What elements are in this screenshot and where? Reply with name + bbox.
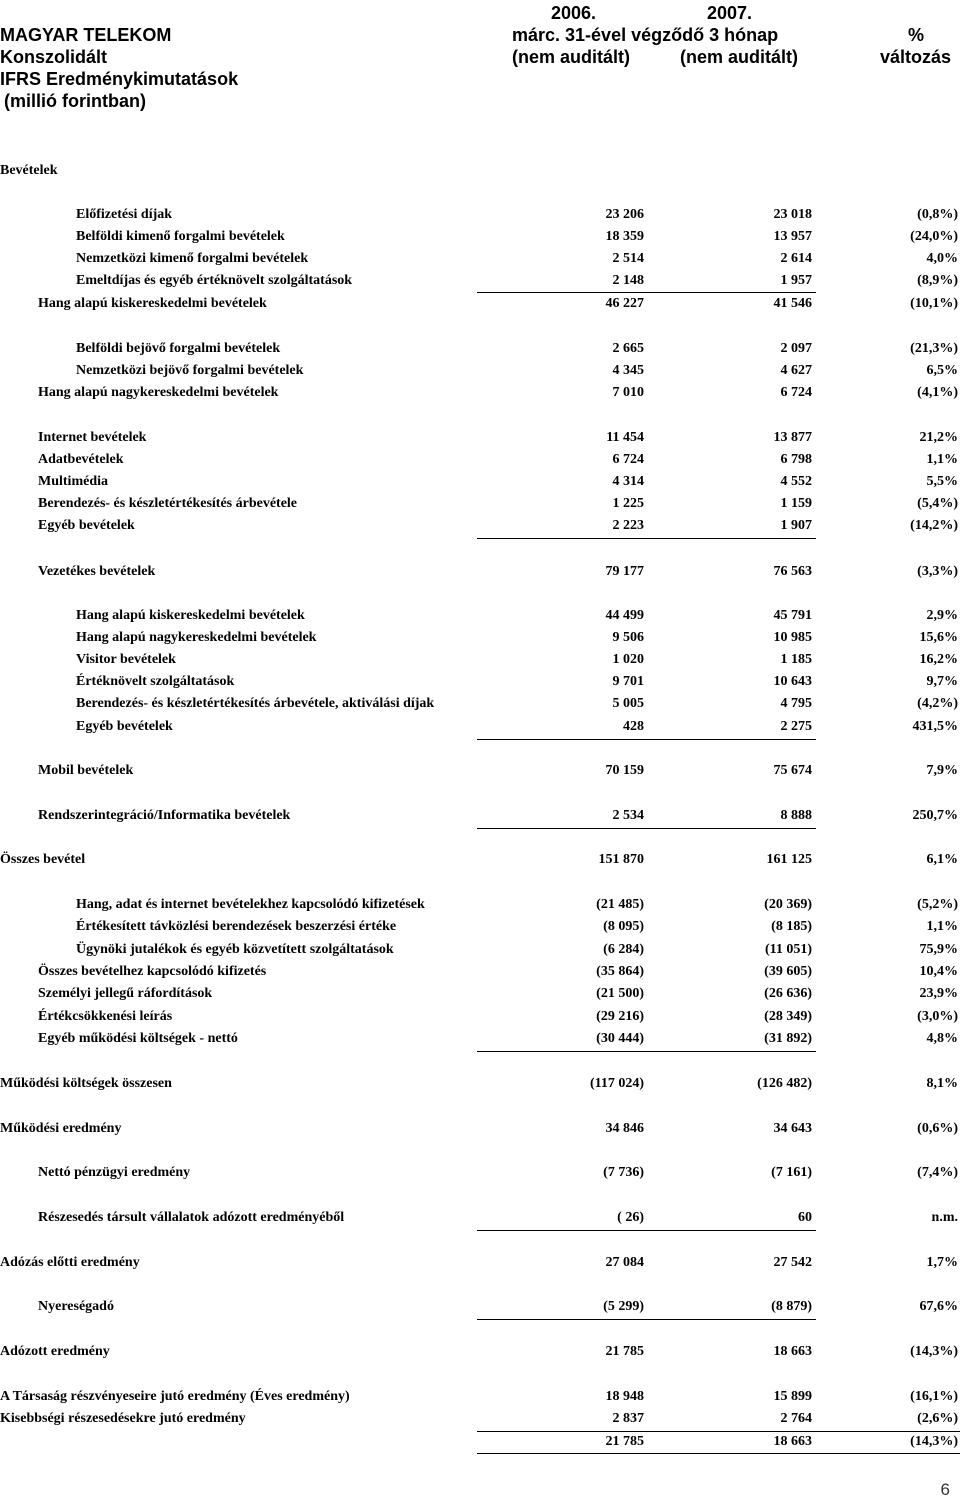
pct-change: (14,3%) bbox=[910, 1434, 958, 1449]
value-2007: 10 985 bbox=[773, 630, 812, 645]
table-row bbox=[0, 1162, 960, 1184]
value-2006: 2 514 bbox=[612, 251, 644, 266]
row-label: Hang alapú nagykereskedelmi bevételek bbox=[76, 630, 317, 645]
pct-change: (0,6%) bbox=[917, 1121, 958, 1136]
value-2006: 4 314 bbox=[612, 474, 644, 489]
value-2007: 18 663 bbox=[773, 1434, 812, 1449]
pct-change: (21,3%) bbox=[910, 341, 958, 356]
value-2006: 2 223 bbox=[612, 518, 644, 533]
value-2007: 2 097 bbox=[780, 341, 812, 356]
value-2007: 76 563 bbox=[773, 564, 812, 579]
value-2006: 27 084 bbox=[605, 1255, 644, 1270]
table-row bbox=[0, 649, 960, 671]
value-2006: (29 216) bbox=[596, 1009, 644, 1024]
pct-change: 4,0% bbox=[926, 251, 958, 266]
pct-change: 75,9% bbox=[919, 942, 958, 957]
table-row bbox=[0, 1118, 960, 1140]
value-2006: 2 837 bbox=[612, 1411, 644, 1426]
pct-change: (7,4%) bbox=[917, 1165, 958, 1180]
table-row bbox=[0, 693, 960, 715]
value-2006: 44 499 bbox=[605, 608, 644, 623]
pct-change: (2,6%) bbox=[917, 1411, 958, 1426]
value-2007: (8 185) bbox=[771, 919, 812, 934]
value-2006: 6 724 bbox=[612, 452, 644, 467]
subtotal-rule bbox=[477, 739, 816, 740]
pct-change: 67,6% bbox=[919, 1299, 958, 1314]
value-2007: 4 552 bbox=[780, 474, 812, 489]
row-label: Hang alapú kiskereskedelmi bevételek bbox=[38, 296, 267, 311]
pct-change: 16,2% bbox=[919, 652, 958, 667]
value-2006: 70 159 bbox=[605, 763, 644, 778]
value-2006: 21 785 bbox=[605, 1434, 644, 1449]
value-2007: 13 877 bbox=[773, 430, 812, 445]
section-title: Bevételek bbox=[0, 163, 58, 178]
value-2006: (7 736) bbox=[603, 1165, 644, 1180]
row-label: Mobil bevételek bbox=[38, 763, 134, 778]
row-label: Belföldi kimenő forgalmi bevételek bbox=[76, 229, 285, 244]
table-row bbox=[0, 1207, 960, 1229]
currency-unit: (millió forintban) bbox=[4, 91, 146, 111]
pct-change: 10,4% bbox=[919, 964, 958, 979]
value-2006: 34 846 bbox=[605, 1121, 644, 1136]
pct-change: 7,9% bbox=[926, 763, 958, 778]
table-row bbox=[0, 449, 960, 471]
table-row bbox=[0, 716, 960, 738]
value-2006: (117 024) bbox=[589, 1076, 644, 1091]
value-2006: 18 948 bbox=[605, 1389, 644, 1404]
row-label: Vezetékes bevételek bbox=[38, 564, 156, 579]
pct-change: 6,5% bbox=[926, 363, 958, 378]
value-2006: 7 010 bbox=[612, 385, 644, 400]
subtotal-rule bbox=[477, 1230, 816, 1231]
pct-change: (3,0%) bbox=[917, 1009, 958, 1024]
pct-change: 2,9% bbox=[926, 608, 958, 623]
table-row bbox=[0, 427, 960, 449]
year-2006-header: 2006. bbox=[551, 3, 597, 23]
page-number: 6 bbox=[940, 1480, 950, 1499]
value-2006: 79 177 bbox=[605, 564, 644, 579]
pct-change: (4,2%) bbox=[917, 696, 958, 711]
table-row bbox=[0, 1386, 960, 1408]
table-row bbox=[0, 1252, 960, 1274]
value-2007: (39 605) bbox=[764, 964, 812, 979]
value-2006: 9 506 bbox=[612, 630, 644, 645]
subtotal-rule bbox=[477, 1319, 816, 1320]
row-label: Előfizetési díjak bbox=[76, 207, 173, 222]
value-2007: (126 482) bbox=[757, 1076, 812, 1091]
pct-change: (5,4%) bbox=[917, 496, 958, 511]
value-2006: (8 095) bbox=[603, 919, 644, 934]
value-2006: 21 785 bbox=[605, 1344, 644, 1359]
value-2007: 18 663 bbox=[773, 1344, 812, 1359]
value-2006: 1 020 bbox=[612, 652, 644, 667]
value-2007: (20 369) bbox=[764, 897, 812, 912]
row-label: Nemzetközi bejövő forgalmi bevételek bbox=[76, 363, 304, 378]
pct-symbol-header: % bbox=[908, 25, 925, 45]
value-2007: 6 798 bbox=[780, 452, 812, 467]
table-row bbox=[0, 493, 960, 515]
value-2006: 428 bbox=[623, 719, 644, 734]
value-2007: 2 275 bbox=[780, 719, 812, 734]
col1-audit-note: (nem auditált) bbox=[512, 47, 631, 67]
value-2006: ( 26) bbox=[617, 1210, 644, 1225]
row-label: Hang alapú nagykereskedelmi bevételek bbox=[38, 385, 279, 400]
value-2007: 6 724 bbox=[780, 385, 812, 400]
pct-change: 15,6% bbox=[919, 630, 958, 645]
value-2007: 1 159 bbox=[780, 496, 812, 511]
row-label: Kisebbségi részesedésekre jutó eredmény bbox=[0, 1411, 246, 1426]
row-label: Rendszerintegráció/Informatika bevételek bbox=[38, 808, 291, 823]
value-2007: 4 795 bbox=[780, 696, 812, 711]
row-label: Működési költségek összesen bbox=[0, 1076, 172, 1091]
pct-change: 250,7% bbox=[912, 808, 958, 823]
value-2006: 18 359 bbox=[605, 229, 644, 244]
table-row bbox=[0, 338, 960, 360]
value-2007: 4 627 bbox=[780, 363, 812, 378]
table-row bbox=[0, 961, 960, 983]
table-row bbox=[0, 471, 960, 493]
pct-change: 6,1% bbox=[926, 852, 958, 867]
value-2007: 10 643 bbox=[773, 674, 812, 689]
subtotal-rule bbox=[477, 828, 816, 829]
pct-change-header: változás bbox=[880, 47, 952, 67]
table-row bbox=[0, 983, 960, 1005]
row-label: Működési eredmény bbox=[0, 1121, 122, 1136]
table-row bbox=[0, 204, 960, 226]
row-label: Emeltdíjas és egyéb értéknövelt szolgáltatások bbox=[76, 273, 353, 288]
value-2007: 2 764 bbox=[780, 1411, 812, 1426]
value-2006: 1 225 bbox=[612, 496, 644, 511]
pct-change: (14,3%) bbox=[910, 1344, 958, 1359]
row-label: Összes bevételhez kapcsolódó kifizetés bbox=[38, 964, 267, 979]
value-2007: (31 892) bbox=[764, 1031, 812, 1046]
company-name: MAGYAR TELEKOM bbox=[0, 25, 172, 45]
pct-change: 1,1% bbox=[926, 919, 958, 934]
row-label: Ügynöki jutalékok és egyéb közvetített szolgáltatások bbox=[76, 942, 394, 957]
value-2007: 60 bbox=[798, 1210, 812, 1225]
value-2007: 2 614 bbox=[780, 251, 812, 266]
table-row bbox=[0, 270, 960, 292]
value-2007: (7 161) bbox=[771, 1165, 812, 1180]
value-2006: (35 864) bbox=[596, 964, 644, 979]
value-2006: (6 284) bbox=[603, 942, 644, 957]
row-label: Multimédia bbox=[38, 474, 108, 489]
table-row bbox=[0, 1028, 960, 1050]
table-row bbox=[0, 916, 960, 938]
col2-audit-note: (nem auditált) bbox=[680, 47, 799, 67]
value-2007: 13 957 bbox=[773, 229, 812, 244]
pct-change: 1,1% bbox=[926, 452, 958, 467]
table-row bbox=[0, 382, 960, 404]
row-label: Visitor bevételek bbox=[76, 652, 176, 667]
value-2007: 34 643 bbox=[773, 1121, 812, 1136]
table-row bbox=[0, 561, 960, 583]
pct-change: n.m. bbox=[931, 1210, 958, 1225]
value-2007: (26 636) bbox=[764, 986, 812, 1001]
value-2007: 161 125 bbox=[766, 852, 812, 867]
row-label: Nemzetközi kimenő forgalmi bevételek bbox=[76, 251, 309, 266]
row-label: Hang alapú kiskereskedelmi bevételek bbox=[76, 608, 305, 623]
value-2007: 1 907 bbox=[780, 518, 812, 533]
value-2006: (30 444) bbox=[596, 1031, 644, 1046]
value-2006: 151 870 bbox=[598, 852, 644, 867]
pct-change: 4,8% bbox=[926, 1031, 958, 1046]
row-label: Értékesített távközlési berendezések beszerzési értéke bbox=[76, 919, 397, 934]
row-label: Internet bevételek bbox=[38, 430, 147, 445]
value-2006: 4 345 bbox=[612, 363, 644, 378]
row-label: Hang, adat és internet bevételekhez kapcsolódó kifizetések bbox=[76, 897, 425, 912]
value-2006: 2 534 bbox=[612, 808, 644, 823]
value-2007: 23 018 bbox=[773, 207, 812, 222]
row-label: Részesedés társult vállalatok adózott eredményéből bbox=[38, 1210, 345, 1225]
value-2007: 1 957 bbox=[780, 273, 812, 288]
value-2007: 41 546 bbox=[773, 296, 812, 311]
row-label: Értékcsökkenési leírás bbox=[38, 1009, 173, 1024]
row-label: Összes bevétel bbox=[0, 852, 86, 867]
row-label: Nyereségadó bbox=[38, 1299, 114, 1314]
value-2006: 46 227 bbox=[605, 296, 644, 311]
period-header: márc. 31-ével végződő 3 hónap bbox=[512, 25, 779, 45]
table-row bbox=[0, 627, 960, 649]
value-2006: 2 665 bbox=[612, 341, 644, 356]
subtotal-rule bbox=[477, 538, 816, 539]
table-row bbox=[0, 1073, 960, 1095]
pct-change: (14,2%) bbox=[910, 518, 958, 533]
table-row bbox=[0, 1006, 960, 1028]
table-row bbox=[0, 1296, 960, 1318]
row-label: Értéknövelt szolgáltatások bbox=[76, 674, 235, 689]
pct-change: 9,7% bbox=[926, 674, 958, 689]
value-2007: (28 349) bbox=[764, 1009, 812, 1024]
row-label: A Társaság részvényeseire jutó eredmény (Éves eredmény) bbox=[0, 1389, 350, 1404]
value-2006: 23 206 bbox=[605, 207, 644, 222]
row-label: Egyéb bevételek bbox=[76, 719, 173, 734]
row-label: Adózás előtti eredmény bbox=[0, 1255, 140, 1270]
row-label: Berendezés- és készletértékesítés árbevétele bbox=[38, 496, 298, 511]
table-row bbox=[0, 1431, 960, 1453]
pct-change: 431,5% bbox=[912, 719, 958, 734]
pct-change: (8,9%) bbox=[917, 273, 958, 288]
value-2006: (21 500) bbox=[596, 986, 644, 1001]
pct-change: 5,5% bbox=[926, 474, 958, 489]
pct-change: (5,2%) bbox=[917, 897, 958, 912]
value-2006: 9 701 bbox=[612, 674, 644, 689]
value-2007: 45 791 bbox=[773, 608, 812, 623]
table-row bbox=[0, 1408, 960, 1430]
value-2007: 8 888 bbox=[780, 808, 812, 823]
table-row bbox=[0, 515, 960, 537]
value-2007: (8 879) bbox=[771, 1299, 812, 1314]
row-label: Nettó pénzügyi eredmény bbox=[38, 1165, 191, 1180]
report-type: Konszolidált bbox=[0, 47, 107, 67]
table-row bbox=[0, 226, 960, 248]
row-label: Egyéb működési költségek - nettó bbox=[38, 1031, 238, 1046]
pct-change: (4,1%) bbox=[917, 385, 958, 400]
value-2007: 27 542 bbox=[773, 1255, 812, 1270]
row-label: Adatbevételek bbox=[38, 452, 124, 467]
table-row bbox=[0, 939, 960, 961]
value-2007: 1 185 bbox=[780, 652, 812, 667]
table-row bbox=[0, 248, 960, 270]
table-row bbox=[0, 605, 960, 627]
row-label: Személyi jellegű ráfordítások bbox=[38, 986, 213, 1001]
table-row bbox=[0, 805, 960, 827]
pct-change: 21,2% bbox=[919, 430, 958, 445]
row-label: Adózott eredmény bbox=[0, 1344, 110, 1359]
value-2007: 15 899 bbox=[773, 1389, 812, 1404]
pct-change: 1,7% bbox=[926, 1255, 958, 1270]
table-row bbox=[0, 894, 960, 916]
pct-change: (24,0%) bbox=[910, 229, 958, 244]
value-2006: 2 148 bbox=[612, 273, 644, 288]
table-row bbox=[0, 760, 960, 782]
table-row bbox=[0, 671, 960, 693]
table-row bbox=[0, 360, 960, 382]
pct-change: (3,3%) bbox=[917, 564, 958, 579]
table-row bbox=[0, 1341, 960, 1363]
pct-change: 23,9% bbox=[919, 986, 958, 1001]
value-2006: (21 485) bbox=[596, 897, 644, 912]
row-label: Egyéb bevételek bbox=[38, 518, 135, 533]
section-title-row bbox=[0, 160, 960, 182]
year-2007-header: 2007. bbox=[707, 3, 753, 23]
value-2007: (11 051) bbox=[764, 942, 812, 957]
report-title: IFRS Eredménykimutatások bbox=[0, 69, 239, 89]
table-row bbox=[0, 293, 960, 315]
value-2006: 5 005 bbox=[612, 696, 644, 711]
pct-change: (16,1%) bbox=[910, 1389, 958, 1404]
pct-change: (0,8%) bbox=[917, 207, 958, 222]
value-2006: (5 299) bbox=[603, 1299, 644, 1314]
pct-change: (10,1%) bbox=[910, 296, 958, 311]
subtotal-rule bbox=[477, 1051, 816, 1052]
value-2007: 75 674 bbox=[773, 763, 812, 778]
table-row bbox=[0, 849, 960, 871]
row-label: Berendezés- és készletértékesítés árbevétele, aktiválási díjak bbox=[76, 696, 435, 711]
total-double-rule bbox=[477, 1453, 960, 1454]
pct-change: 8,1% bbox=[926, 1076, 958, 1091]
value-2006: 11 454 bbox=[606, 430, 644, 445]
row-label: Belföldi bejövő forgalmi bevételek bbox=[76, 341, 281, 356]
